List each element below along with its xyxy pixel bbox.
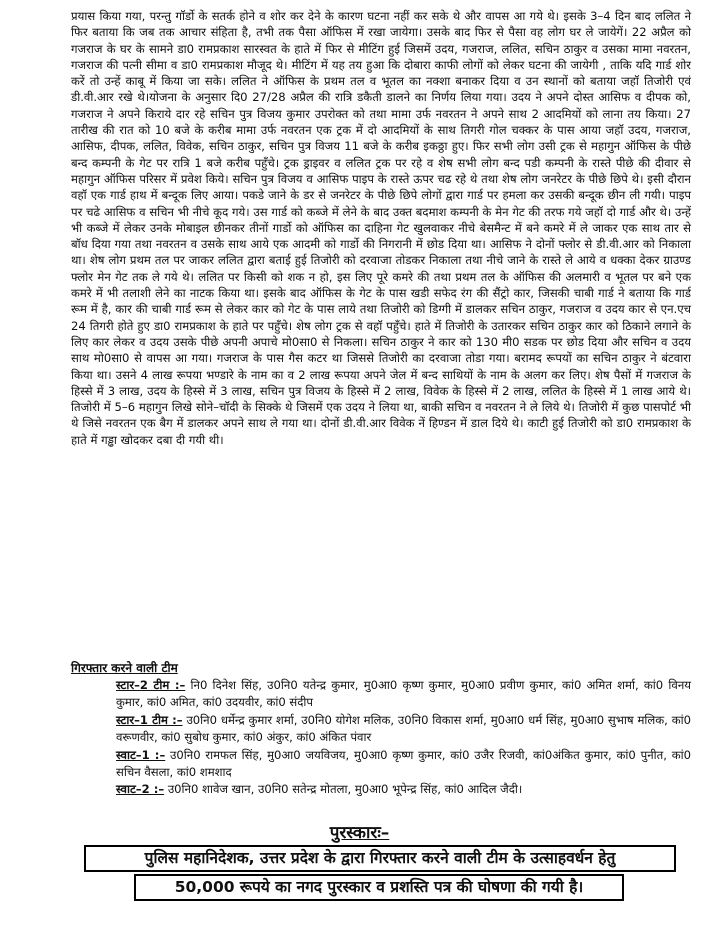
team-members: उ0नि0 धर्मेन्द्र कुमार शर्मा, उ0नि0 योगेश मलिक, उ0नि0 विकास शर्मा, मु0आ0 धर्म सिंह, मु0आ0 सुभाष मलिक, कां0 वरूणवीर, कां0 सुबोध कुमार, कां0 अंकुर, कां0 अंकित पंवार: [116, 712, 691, 745]
award-announcement-line-2: 50,000 रूपये का नगद पुरस्कार व प्रशस्ति पत्र की घोषणा की गयी है।: [134, 874, 624, 901]
arresting-team-list: [116, 677, 691, 799]
team-members: उ0नि0 रामफल सिंह, मु0आ0 जयविजय, मु0आ0 कृष्ण कुमार, कां0 उजैर रिजवी, कां0अंकित कुमार, कां0 पुनीत, कां0 सचिन वैसला, कां0 शमशाद: [116, 747, 691, 780]
award-heading: पुरस्कारः–: [329, 823, 390, 843]
arresting-team-heading: गिरफ्तार करने वाली टीम: [71, 661, 178, 675]
team-row-star-2: [116, 677, 691, 712]
team-label: स्टार–2 टीम :–: [116, 678, 186, 692]
team-row-star-1: [116, 712, 691, 747]
incident-narrative-paragraph: प्रयास किया गया, परन्तु गॉर्डो के सतर्क होने व शोर कर देने के कारण घटना नहीं कर सके थे और वापस आ गये थे। इसके 3–4 दिन बाद ललित ने फिर बताया कि जब तक आचार संहिता है, तभी तक पैसा ऑफिस में रखा जायेगा। उसके बाद फिर से पैसा वह लोग घर ले जायेगें। 22 अप्रैल को गजराज के घर के सामने डा0 रामप्रकाश सारस्वत के हाते में फिर से मीटिंग हुई जिसमें उदय, गजराज, ललित, सचिन ठाकुर व उसका मामा नवरतन, गजराज की पत्नी सीमा व डा0 रामप्रकाश मौजूद थे। मीटिंग में यह तय हुआ कि दोबारा काफी लोगों को लेकर घटना की जायेगी , ताकि यदि गार्ड शोर करें तो उन्हें काबू में किया जा सके। ललित ने ऑफिस के प्रथम तल व भूतल का नक्शा बनाकर दिया व उन स्थानों को बताया जहॉ तिजोरी एवं डी.वी.आर रखे थे।योजना के अनुसार दि0 27/28 अप्रैल की रात्रि डकैती डालने का निर्णय लिया गया। उदय ने अपने दोस्त आसिफ व दीपक को, गजराज ने अपने किराये दार रहे सचिन पुत्र विजय कुमार उपरोक्त को तथा मामा उर्फ नवरतन ने अपने साथ 2 आदमियों को लाना तय किया। 27 तारीख की रात को 10 बजे के करीब मामा उर्फ नवरतन एक ट्रक में दो आदमियों के साथ तिगरी गोल चक्कर के पास आया जहॉ उदय, गजराज, आसिफ, दीपक, ललित, विवेक, सचिन ठाकुर, सचिन पुत्र विजय 11 बजे के करीब इकठ्ठा हुए। फिर सभी लोग उसी ट्रक से महागुन ऑफिस के पीछे बन्द कम्पनी के गेट पर रात्रि 1 बजे करीब पहुँचे। ट्रक ड्राइवर व ललित ट्रक पर रहे व शेष सभी लोग बन्द पडी कम्पनी के रास्ते पीछे की दीवार से महागुन ऑफिस परिसर में प्रवेश किये। सचिन पुत्र विजय व आसिफ पाइप के रास्ते ऊपर चढ रहे थे तथा शेष लोग जनरेटर के पीछे छिपे थे। इसी दौरान वहॉ एक गार्ड हाथ में बन्दूक लिए आया। पकडे जाने के डर से जनरेटर के पीछे छिपे लोगों द्वारा गार्ड पर हमला कर उसकी बन्दूक छीन ली गयी। पाइप पर चढे आसिफ व सचिन भी नीचे कूद गये। उस गार्ड को कब्जे में लेने के बाद उक्त बदमाश कम्पनी के मेन गेट की तरफ गये जहॉ दो गार्ड और थे। उन्हें भी कब्जे में लेकर उनके मोबाइल छीनकर तीनों गार्डो को ऑफिस का दाहिना गेट खुलवाकर नीचे बेसमैन्ट में बने कमरे में ले जाकर एक साथ तार से बॉध दिया गया तथा नवरतन व उसके साथ आये एक आदमी को गार्डो की निगरानी में छोड दिया था। आसिफ ने दोनों फ्लोर से डी.वी.आर को निकाला था। शेष लोग प्रथम तल पर जाकर ललित द्वारा बताई हुई तिजोरी को दरवाजा तोडकर निकाला तथा नीचे जाने के रास्ते ले आये व धक्का देकर ग्राउण्ड फ्लोर मेन गेट तक ले गये थे। ललित पर किसी को शक न हो, इस लिए पूरे कमरे की तथा प्रथम तल के ऑफिस की अलमारी व भूतल पर बने एक कमरे में भी तलाशी लेने का नाटक किया था। इसके बाद ऑफिस के गेट के पास खडी सफेद रंग की सैंट्रो कार, जिसकी चाबी गार्ड ने बताया कि गार्ड रूम में है, कार की चाबी गार्ड रूम से लेकर कार को गेट के पास लाये तथा तिजोरी को डिग्गी में डालकर सचिन ठाकुर, गजराज व उदय कार से एन.एच 24 तिगरी होते हुए डा0 रामप्रकाश के हाते पर पहुँचे। शेष लोग ट्रक से वहॉ पहुँचे। हाते में तिजोरी के उतारकर सचिन ठाकुर कार को ठिकाने लगाने के लिए कार लेकर व उदय उसके पीछे अपनी अपाचे मो0सा0 से निकला। सचिन ठाकुर ने कार को 130 मी0 सडक पर छोड दिया और सचिन व उदय साथ मो0सा0 से वापस आ गया। गजराज के पास गैस कटर था जिससे तिजोरी का दरवाजा तोडा गया। बरामद रूपयों का सचिन ठाकुर ने बंटवारा किया था। उसने 4 लाख रूपया भण्डारे के नाम का व 2 लाख रूपया अपने जेल में बन्द साथियों के नाम के अलग कर लिए। शेष पैसों में गजराज के हिस्से में 3 लाख, उदय के हिस्से में 3 लाख, सचिन पुत्र विजय के हिस्से में 2 लाख, विवेक के हिस्से में 2 लाख, ललित के हिस्से में 1 लाख आये थे। तिजोरी में 5–6 महागुन लिखे सोने–चॉदी के सिक्के थे जिसमें एक उदय ने लिया था, बाकी सचिन व नवरतन ने ले लिये थे। तिजोरी में कुछ पासपोर्ट भी थे जिसे नवरतन एक बैग में डालकर अपने साथ ले गया था। दोनों डी.वी.आर विवेक नें हिण्डन में डाल दिये थे। काटी हुई तिजोरी को डा0 रामप्रकाश के हाते में गड्ढा खोदकर दबा दी गयी थी।: [71, 9, 691, 447]
team-members: उ0नि0 शावेज खान, उ0नि0 सतेन्द्र मोतला, मु0आ0 भूपेन्द्र सिंह, कां0 आदिल जैदी।: [164, 782, 523, 797]
team-label: स्वाट–2 :–: [116, 782, 165, 797]
team-label: स्टार–1 टीम :–: [116, 712, 183, 727]
team-row-swat-2: [116, 781, 691, 798]
award-announcement-line-1: पुलिस महानिदेशक, उत्तर प्रदेश के द्वारा गिरफ्तार करने वाली टीम के उत्साहवर्धन हेतु: [84, 845, 676, 872]
team-row-swat-1: [116, 747, 691, 782]
team-label: स्वाट–1 :–: [116, 747, 166, 762]
team-members: नि0 दिनेश सिंह, उ0नि0 यतेन्द्र कुमार, मु0आ0 कृष्ण कुमार, मु0आ0 प्रवीण कुमार, कां0 अमित शर्मा, कां0 विनय कुमार, कां0 अमित, कां0 उदयवीर, कां0 संदीप: [116, 678, 691, 710]
